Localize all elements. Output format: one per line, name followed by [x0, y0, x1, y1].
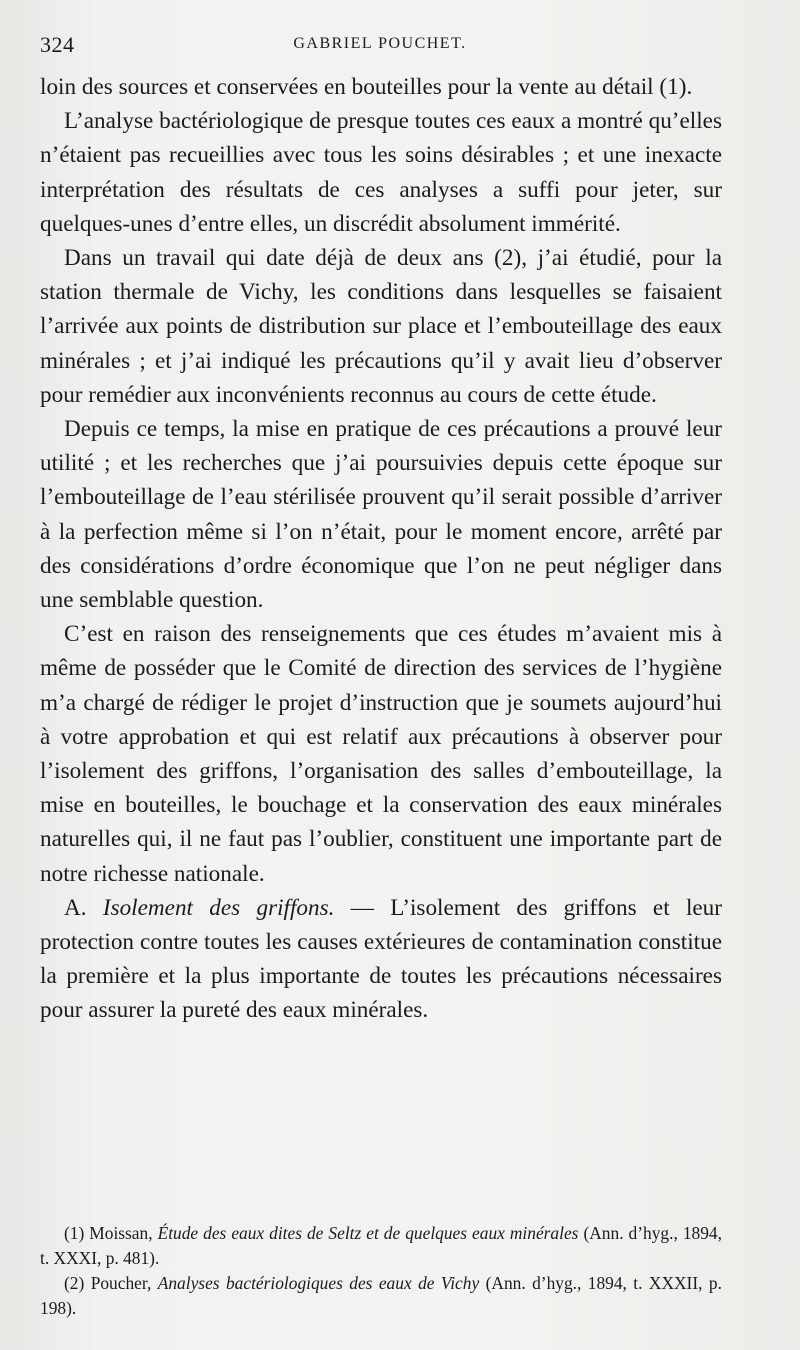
footnote-reference: 1894, t. XXXII, p. 198). — [40, 1273, 722, 1318]
footnote-marker: (1) — [64, 1223, 85, 1243]
footnote-journal: (Ann. d’hyg., — [583, 1223, 678, 1243]
footnote-journal: (Ann. d’hyg., — [485, 1273, 582, 1293]
section-heading: Isolement des griffons. — [102, 894, 335, 921]
footnote-marker: (2) — [64, 1273, 85, 1293]
body-text — [40, 70, 722, 1028]
page-header — [40, 32, 720, 58]
paragraph-4: Depuis ce temps, la mise en pratique de ces précautions a prouvé leur utilité ; et les recherches que j’ai poursuivies depuis cette époque sur l’embouteillage de l’eau stérilisée prouvent qu’il serait possible d’arriver à la perfection même si l’on n’était, pour le moment encore, arrêté par des considérations d’ordre économique que l’on ne peut négliger dans une semblable question. — [40, 416, 722, 614]
section-label: A. — [64, 894, 87, 921]
paragraph-5: C’est en raison des renseignements que ces études m’avaient mis à même de posséder que le Comité de direction des services de l’hygiène m’a chargé de rédiger le projet d’instruction que je soumets aujourd’hui à votre approbation et qui est relatif aux précautions à observer pour l’isolement des griffons, l’organisation des salles d’embouteillage, la mise en bouteilles, le bouchage et la conservation des eaux minérales naturelles qui, il ne faut pas l’oublier, constituent une importante part de notre richesse nationale. — [40, 621, 722, 887]
footnotes — [40, 1221, 722, 1321]
running-head: GABRIEL POUCHET. — [293, 35, 467, 52]
paragraph-6 — [40, 891, 722, 1028]
footnote-author: Poucher, — [90, 1273, 152, 1293]
paragraph-3: Dans un travail qui date déjà de deux ans (2), j’ai étudié, pour la station thermale de Vichy, les conditions dans lesquelles se faisaient l’arrivée aux points de distribution sur place et l’embouteillage des eaux minérales ; et j’ai indiqué les précautions qu’il y avait lieu d’observer pour remédier aux inconvénients reconnus au cours de cette étude. — [40, 245, 722, 408]
section-text: — L’isolement des griffons et leur protection contre toutes les causes extérieures de contamination constitue la première et la plus importante de toutes les précautions nécessaires pour assurer la pureté des eaux minérales. — [40, 894, 723, 1024]
page-number: 324 — [40, 32, 75, 57]
footnote-title: Étude des eaux dites de Seltz et de quelques eaux minérales — [157, 1223, 579, 1243]
footnote-1 — [40, 1221, 722, 1271]
footnote-title: Analyses bactériologiques des eaux de Vichy — [157, 1273, 480, 1293]
paragraph-1: loin des sources et conservées en bouteilles pour la vente au détail (1). — [40, 74, 693, 100]
footnote-2 — [40, 1271, 722, 1321]
footnote-reference: 1894, t. XXXI, p. 481). — [40, 1223, 722, 1268]
paragraph-2: L’analyse bactériologique de presque toutes ces eaux a montré qu’elles n’étaient pas recueillies avec tous les soins désirables ; et une inexacte interprétation des résultats de ces analyses a suffi pour jeter, sur quelques-unes d’entre elles, un discrédit absolument immérité. — [40, 108, 722, 237]
footnote-author: Moissan, — [89, 1223, 153, 1243]
